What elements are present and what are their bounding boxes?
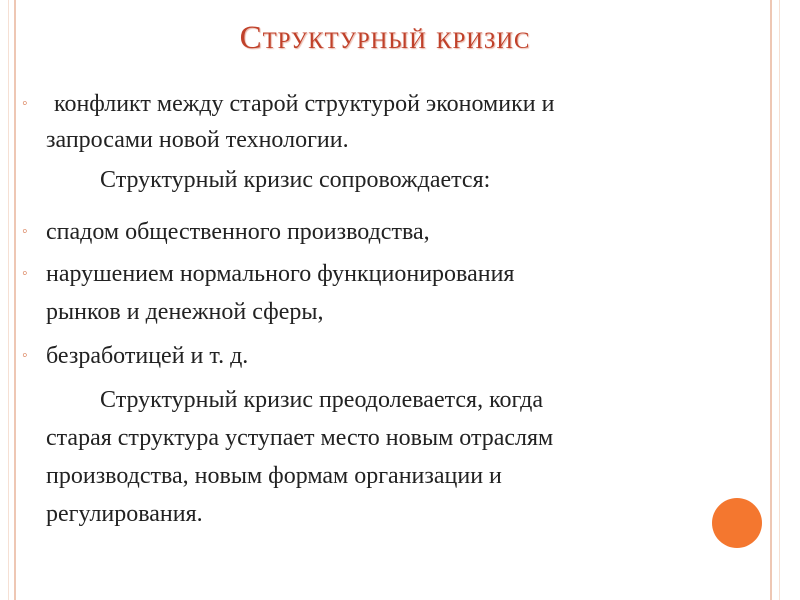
body-line: Структурный кризис преодолевается, когда (100, 387, 544, 413)
slide-title: Структурный кризис (239, 20, 531, 56)
body-line: рынков и денежной сферы, (46, 299, 324, 325)
bullet-icon: ◦ (22, 347, 28, 364)
bullet-icon: ◦ (22, 95, 28, 112)
bullet-icon: ◦ (22, 223, 28, 240)
body-line: безработицей и т. д. (46, 343, 249, 369)
body-line: старая структура уступает место новым отраслям (46, 425, 554, 451)
body-line: нарушением нормального функционирования (46, 261, 515, 287)
orange-circle-icon (712, 498, 762, 548)
body-line: запросами новой технологии. (46, 127, 349, 153)
body-line: Структурный кризис сопровождается: (100, 167, 491, 193)
body-line: производства, новым формам организации и (46, 463, 502, 489)
body-line: регулирования. (46, 501, 203, 527)
body-line: спадом общественного производства, (46, 219, 430, 245)
body-line: конфликт между старой структурой экономики и (54, 91, 555, 117)
bullet-icon: ◦ (22, 265, 28, 282)
